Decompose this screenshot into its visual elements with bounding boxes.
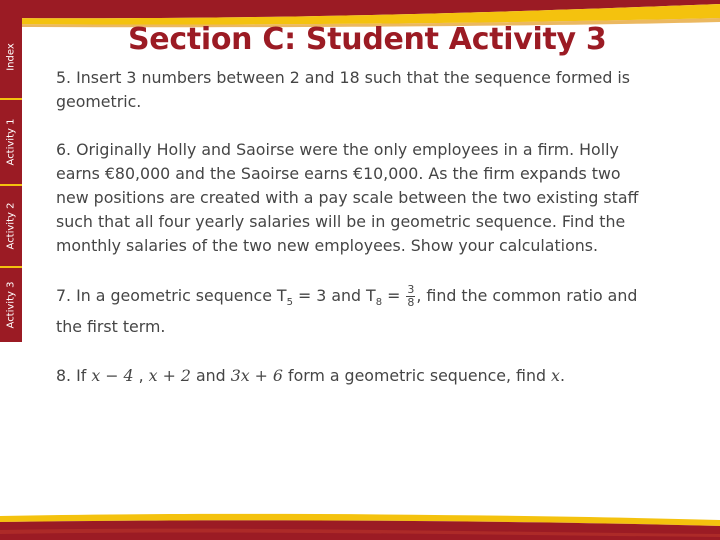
question-7 [56,284,711,339]
question-8-and: and [190,366,231,385]
question-7-equals: = [382,286,406,305]
question-8-variable: x [551,366,560,385]
question-6-line-5: monthly salaries of the two new employees. Show your calculations. [56,236,598,255]
tab-activity-1-label: Activity 1 [5,118,17,166]
question-7-fraction [406,284,415,309]
fraction-denominator: 8 [407,296,415,309]
tab-activity-2[interactable] [0,186,22,268]
question-8-mid: form a geometric sequence, find [282,366,552,385]
side-navigation-tabs [0,16,22,342]
question-7-prefix: 7. In a geometric sequence T [56,286,287,305]
question-5-line-2: geometric. [56,92,142,111]
tab-index[interactable] [0,16,22,100]
question-8-prefix: 8. If [56,366,92,385]
question-7-mid: = 3 and T [292,286,376,305]
question-7-suffix: , find the common ratio and [416,286,638,305]
bottom-decorative-band [0,510,720,540]
question-8-expression-1: x − 4 [91,366,134,385]
tab-activity-3[interactable] [0,268,22,342]
question-8 [56,364,711,388]
tab-activity-2-label: Activity 2 [5,202,17,250]
fraction-numerator: 3 [407,283,415,296]
question-8-separator: , [133,366,149,385]
question-7-line-1 [56,284,711,315]
question-7-subscript-5: 5 [286,297,293,309]
question-6 [56,138,711,258]
question-8-expression-2: x + 2 [148,366,191,385]
question-6-line-4: such that all four yearly salaries will be in geometric sequence. Find the [56,212,626,231]
question-6-line-2: earns €80,000 and the Saoirse earns €10,000. As the firm expands two [56,164,621,183]
question-5 [56,66,711,114]
question-6-line-3: new positions are created with a pay scale between the two existing staff [56,188,639,207]
tab-activity-3-label: Activity 3 [5,281,17,329]
question-7-line-2: the first term. [56,317,166,337]
tab-activity-1[interactable] [0,100,22,186]
question-6-line-1: 6. Originally Holly and Saoirse were the only employees in a firm. Holly [56,140,619,159]
question-7-subscript-8: 8 [375,297,383,309]
tab-index-label: Index [5,43,17,71]
question-8-expression-3: 3x + 6 [230,366,283,385]
question-8-end: . [559,366,565,385]
page-title: Section C: Student Activity 3 [128,22,607,57]
question-5-line-1: 5. Insert 3 numbers between 2 and 18 such that the sequence formed is [56,68,631,87]
